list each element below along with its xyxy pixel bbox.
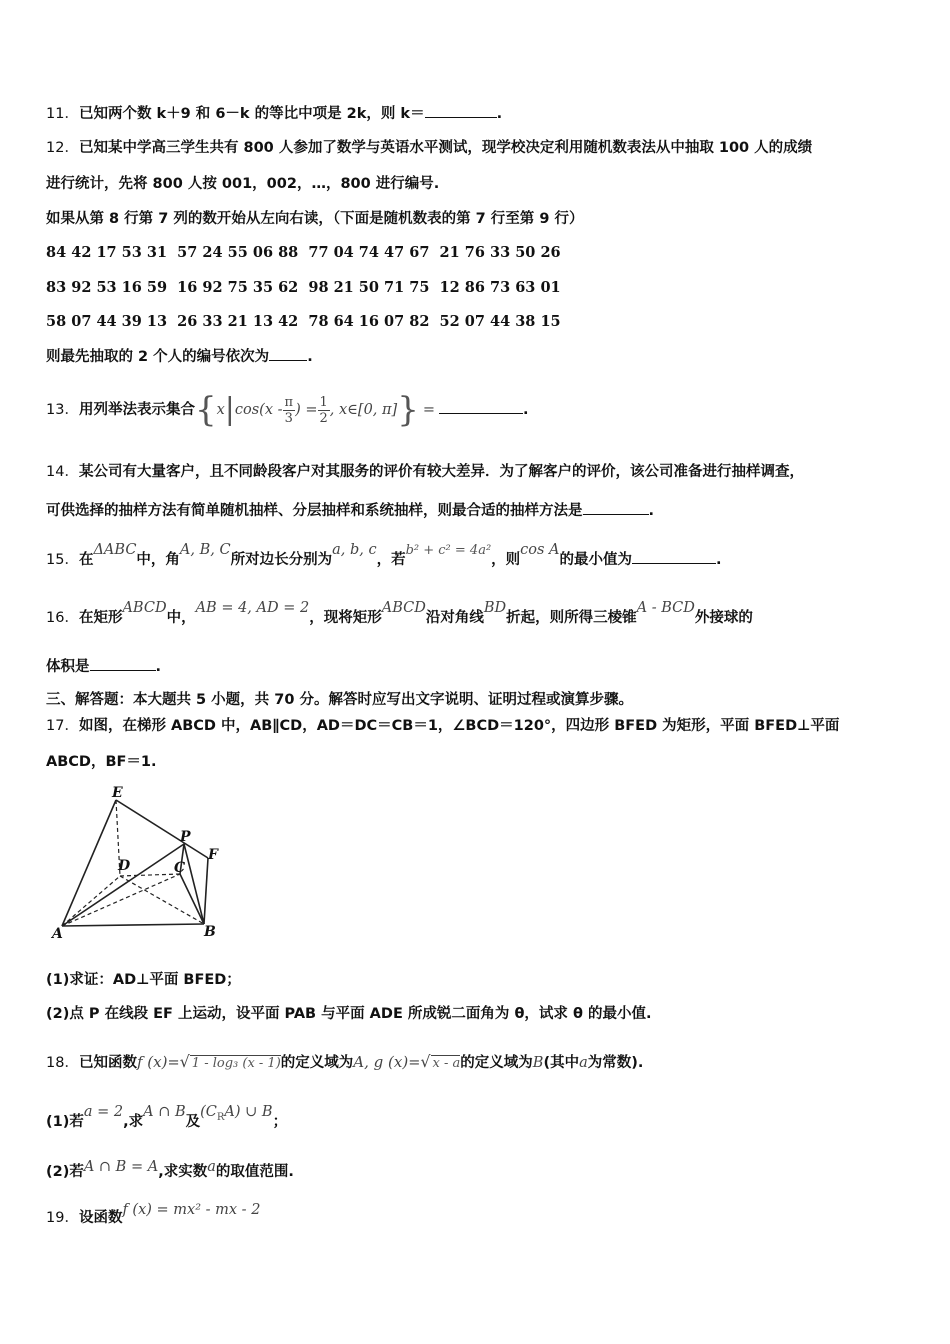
label-A: A <box>52 926 63 942</box>
q18-t2: 的定义域为 <box>280 1055 354 1071</box>
q18-p1-end: ； <box>272 1114 288 1130</box>
edge-FB <box>204 858 208 924</box>
q16-answer-blank <box>90 656 156 671</box>
q15-t4: ，若 <box>376 552 406 568</box>
q12-question: 则最先抽取的 2 个人的编号依次为 <box>46 349 270 365</box>
q16-rect: ABCD <box>122 600 167 616</box>
q18-sqrt-sign-2: √ <box>420 1052 431 1071</box>
q16-text-2: 体积是 <box>46 659 90 675</box>
q18-p2-b: ,求实数 <box>158 1164 208 1180</box>
q12-line3: 如果从第 8 行第 7 列的数开始从左向右读，（下面是随机数表的第 7 行至第 9 行） <box>46 211 584 227</box>
q18-A-gx: A, g (x) <box>353 1053 409 1071</box>
q13-range: , x∈[0, π] <box>329 402 398 418</box>
q18-number: 18． <box>46 1055 79 1071</box>
q13-two: 2 <box>319 410 328 426</box>
q14-text-2: 可供选择的抽样方法有简单随机抽样、分层抽样和系统抽样，则最合适的抽样方法是 <box>46 503 583 519</box>
edge-AC-hidden <box>62 874 180 926</box>
q13-var-x: x <box>216 402 225 418</box>
q13-answer-blank <box>439 399 523 414</box>
q12-line-last <box>46 346 313 367</box>
q13-right-brace: } <box>397 390 419 430</box>
edge-AD-hidden <box>62 876 120 926</box>
q14-text-1: 某公司有大量客户，且不同龄段客户对其服务的评价有较大差异．为了解客户的评价，该公司准备进行抽样调查， <box>78 464 804 480</box>
label-D: D <box>118 858 131 874</box>
q14-number: 14． <box>46 464 79 480</box>
q16-end: . <box>155 659 162 675</box>
q12-end: . <box>307 349 313 365</box>
q12-line1 <box>46 138 812 158</box>
q18-part2 <box>46 1158 294 1186</box>
q18-a: a <box>579 1055 588 1071</box>
q13-text: 用列举法表示集合 <box>78 402 195 418</box>
q11-number: 11． <box>46 106 79 122</box>
q18-p1-CR-open: (C <box>200 1104 217 1120</box>
q18-t3: 的定义域为 <box>460 1055 533 1071</box>
q16-t1: 在矩形 <box>78 610 123 626</box>
q15-t6: 的最小值为 <box>559 552 633 568</box>
q12-text-1: 已知某中学高三学生共有 800 人参加了数学与英语水平测试，现学校决定利用随机数表法从中抽取 100 人的成绩 <box>78 140 813 156</box>
label-E: E <box>112 785 123 801</box>
q13-line <box>46 392 529 428</box>
q12-table-row-8: 83 92 53 16 59 16 92 75 35 62 98 21 50 71 75 12 86 73 63 01 <box>46 279 561 296</box>
label-F: F <box>208 847 218 863</box>
q12-line2: 进行统计，先将 800 人按 001，002，…，800 进行编号. <box>46 176 440 192</box>
q17-text-1: 如图，在梯形 ABCD 中，AB∥CD，AD＝DC＝CB＝1，∠BCD＝120°，四边形 BFED 为矩形，平面 BFED⊥平面 <box>78 718 840 734</box>
q16-number: 16． <box>46 610 79 626</box>
q18-t1: 已知函数 <box>78 1055 137 1071</box>
q14-end: . <box>648 503 655 519</box>
q18-p1-R-sub: R <box>216 1112 225 1123</box>
q18-p1-a: (1)若 <box>46 1114 84 1130</box>
q11-text: 已知两个数 k＋9 和 6－k 的等比中项是 2k，则 k＝ <box>78 106 425 122</box>
q15-t1: 在 <box>78 552 94 568</box>
q13-frac-pi-3 <box>283 395 296 426</box>
q18-p2-a: a <box>207 1159 216 1175</box>
q19-line <box>46 1204 260 1232</box>
q13-cos: cos(x - <box>234 402 283 418</box>
q15-t3: 所对边长分别为 <box>230 552 333 568</box>
q18-line1 <box>46 1048 643 1076</box>
label-P: P <box>180 829 191 845</box>
q18-sqrt-sign: √ <box>179 1052 190 1071</box>
q16-lengths: AB = 4, AD = 2 <box>195 600 310 616</box>
q16-t3: ，现将矩形 <box>309 610 382 626</box>
q18-p1-b: ,求 <box>123 1114 144 1130</box>
section-3-heading: 三、解答题：本大题共 5 小题，共 70 分。解答时应写出文字说明、证明过程或演算步骤。 <box>46 692 633 708</box>
q17-part1: (1)求证：AD⊥平面 BFED； <box>46 972 241 988</box>
q18-root-2: x - a <box>432 1056 461 1071</box>
edge-EF <box>116 800 208 858</box>
q15-end: . <box>716 552 722 568</box>
q13-eq: ) = <box>295 402 318 418</box>
q18-t4: (其中 <box>543 1055 580 1071</box>
q18-t5: 为常数). <box>587 1055 644 1071</box>
q16-line2 <box>46 656 161 677</box>
q18-root-1: 1 - log₃ (x - 1) <box>191 1056 281 1071</box>
q11-end: . <box>496 106 503 122</box>
q18-p2-condition: A ∩ B = A <box>83 1159 159 1175</box>
q19-function: f (x) = mx² - mx - 2 <box>122 1202 261 1218</box>
q14-line2 <box>46 500 654 521</box>
q15-triangle: ΔABC <box>93 542 137 558</box>
q18-p1-c: 及 <box>185 1114 201 1130</box>
q17-line1 <box>46 716 839 736</box>
label-C: C <box>174 860 186 876</box>
edge-CB <box>180 874 204 924</box>
q17-part2: (2)点 P 在线段 EF 上运动，设平面 PAB 与平面 ADE 所成锐二面角为 θ，试求 θ 的最小值. <box>46 1006 652 1022</box>
q13-eq2: = <box>422 402 435 418</box>
q13-pi: π <box>284 394 294 410</box>
q16-t6: 外接球的 <box>694 610 753 626</box>
q18-eq2: = <box>408 1055 421 1071</box>
q19-t1: 设函数 <box>78 1210 123 1226</box>
q13-frac-1-2 <box>318 395 330 426</box>
q14-answer-blank <box>583 500 649 515</box>
edge-PB <box>184 844 204 924</box>
q15-t5: ，则 <box>491 552 521 568</box>
q14-line1 <box>46 462 804 482</box>
q18-p1-AcapB: A ∩ B <box>143 1104 186 1120</box>
q18-part1 <box>46 1104 288 1136</box>
q17-line2: ABCD，BF＝1. <box>46 754 157 770</box>
q12-answer-blank <box>269 346 307 361</box>
q11-line <box>46 103 502 124</box>
q19-number: 19． <box>46 1210 79 1226</box>
q12-table-row-9: 58 07 44 39 13 26 33 21 13 42 78 64 16 07 82 52 07 44 38 15 <box>46 313 561 330</box>
q16-line1 <box>46 600 753 632</box>
q18-p1-complement-union: A) ∪ B <box>224 1104 273 1120</box>
q16-rect2: ABCD <box>381 600 426 616</box>
q15-line <box>46 542 722 574</box>
q18-eq: = <box>167 1055 180 1071</box>
q17-figure <box>46 782 236 942</box>
q15-angles: A, B, C <box>179 542 231 558</box>
q15-answer-blank <box>632 549 716 564</box>
edge-DC-hidden <box>120 874 180 876</box>
q13-one: 1 <box>319 394 328 410</box>
q16-diagonal: BD <box>483 600 507 616</box>
q18-p2-a: (2)若 <box>46 1164 84 1180</box>
q11-answer-blank <box>425 103 497 118</box>
q15-condition: b² + c² = 4a² <box>405 543 492 558</box>
label-B: B <box>204 924 216 940</box>
q15-t2: 中，角 <box>136 552 180 568</box>
q13-left-brace: { <box>194 390 217 430</box>
q15-sides: a, b, c <box>332 542 377 558</box>
q18-fx: f (x) <box>136 1053 168 1071</box>
q12-table-row-7: 84 42 17 53 31 57 24 55 06 88 77 04 74 47 67 21 76 33 50 26 <box>46 244 561 261</box>
q12-number: 12． <box>46 140 79 156</box>
q15-number: 15． <box>46 552 79 568</box>
q13-bar: | <box>224 392 235 427</box>
q13-end: . <box>523 402 529 418</box>
q16-pyramid: A - BCD <box>636 600 695 616</box>
q18-p2-c: 的取值范围. <box>215 1164 294 1180</box>
q15-cosA: cos A <box>520 542 560 558</box>
q16-t5: 折起，则所得三棱锥 <box>506 610 637 626</box>
q18-B: B <box>532 1055 544 1071</box>
q13-three: 3 <box>284 410 293 426</box>
q16-t2: 中， <box>166 610 196 626</box>
q16-t4: 沿对角线 <box>425 610 484 626</box>
q18-p1-a-eq-2: a = 2 <box>83 1104 124 1120</box>
q17-number: 17． <box>46 718 79 734</box>
q13-number: 13． <box>46 402 79 418</box>
edge-AB <box>62 924 204 926</box>
edge-DB-hidden <box>120 876 204 924</box>
